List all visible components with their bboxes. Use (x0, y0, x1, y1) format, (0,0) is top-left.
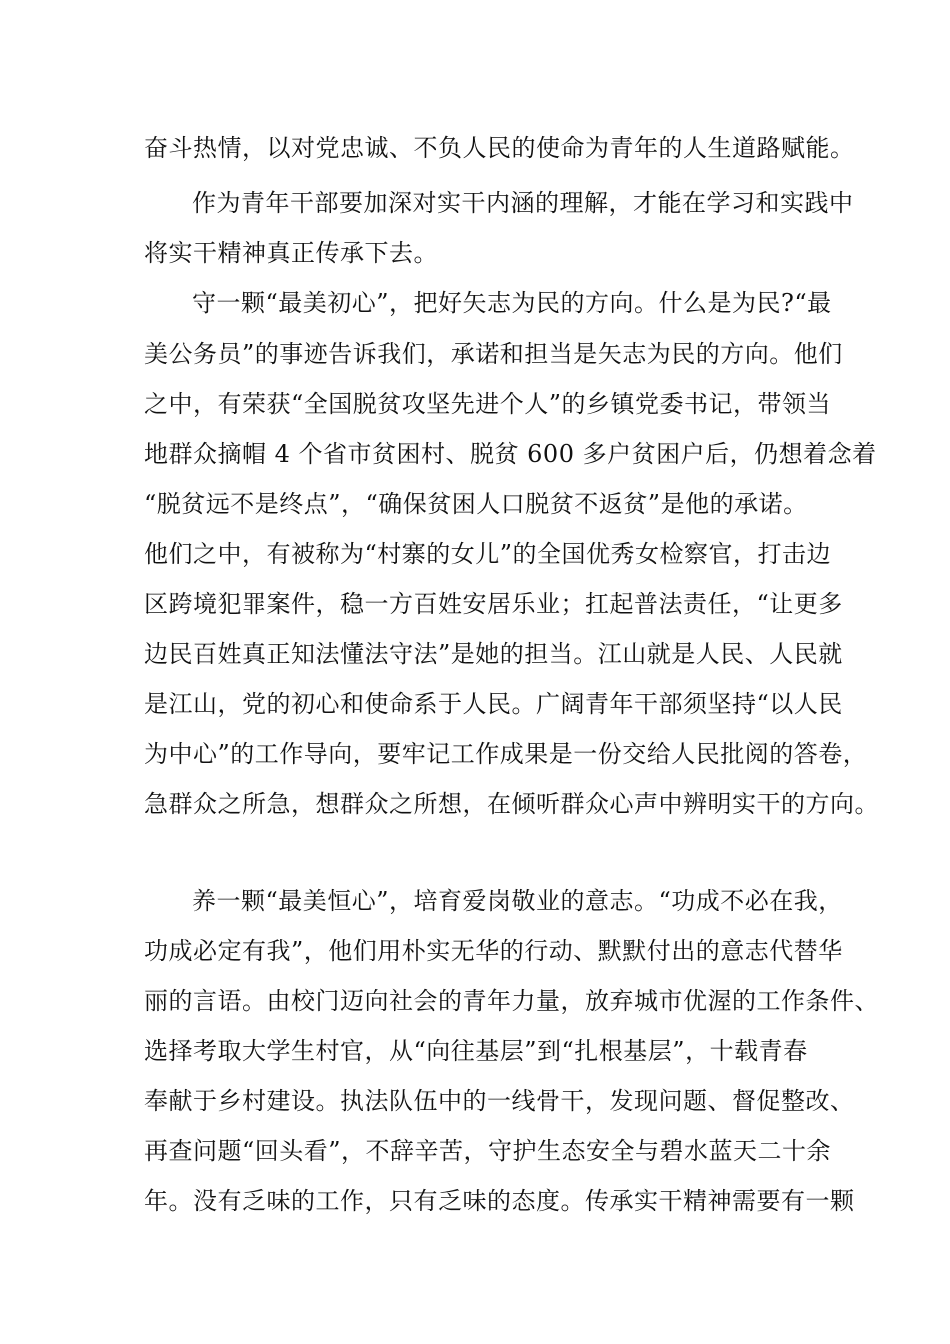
text-line: 再查问题“回头看”，不辞辛苦，守护生态安全与碧水蓝天二十余 (144, 1137, 832, 1165)
text-line: 区跨境犯罪案件，稳一方百姓安居乐业；扛起普法责任，“让更多 (144, 590, 843, 618)
text-line: 年。没有乏味的工作，只有乏味的态度。传承实干精神需要有一颗 (144, 1187, 855, 1215)
text-line: 奋斗热情，以对党忠诚、不负人民的使命为青年的人生道路赋能。 (144, 134, 855, 162)
text-line: 作为青年干部要加深对实干内涵的理解，才能在学习和实践中 (192, 189, 854, 217)
text-line: 他们之中，有被称为“村寨的女儿”的全国优秀女检察官，打击边 (144, 540, 832, 568)
text-line: 是江山，党的初心和使命系于人民。广阔青年干部须坚持“以人民 (144, 690, 843, 718)
text-line: 之中，有荣获“全国脱贫攻坚先进个人”的乡镇党委书记，带领当 (144, 390, 832, 418)
text-line: 急群众之所急，想群众之所想，在倾听群众心声中辨明实干的方向。 (144, 790, 879, 818)
text-line: 丽的言语。由校门迈向社会的青年力量，放弃城市优渥的工作条件、 (144, 987, 879, 1015)
text-line: 将实干精神真正传承下去。 (144, 239, 438, 267)
text-line: 美公务员”的事迹告诉我们，承诺和担当是矢志为民的方向。他们 (144, 340, 843, 368)
text-line: 养一颗“最美恒心”，培育爱岗敬业的意志。“功成不必在我， (192, 887, 843, 915)
text-line: 功成必定有我”，他们用朴实无华的行动、默默付出的意志代替华 (144, 937, 843, 965)
text-line: 地群众摘帽 4 个省市贫困村、脱贫 600 多户贫困户后，仍想着念着 (144, 440, 877, 468)
text-line: 选择考取大学生村官，从“向往基层”到“扎根基层”，十载青春 (144, 1037, 808, 1065)
text-line: 边民百姓真正知法懂法守法”是她的担当。江山就是人民、人民就 (144, 640, 843, 668)
text-line: 守一颗“最美初心”，把好矢志为民的方向。什么是为民?“最 (192, 289, 832, 317)
text-line: 为中心”的工作导向，要牢记工作成果是一份交给人民批阅的答卷， (144, 740, 868, 768)
text-line: 奉献于乡村建设。执法队伍中的一线骨干，发现问题、督促整改、 (144, 1087, 855, 1115)
text-line: “脱贫远不是终点”，“确保贫困人口脱贫不返贫”是他的承诺。 (144, 490, 808, 518)
